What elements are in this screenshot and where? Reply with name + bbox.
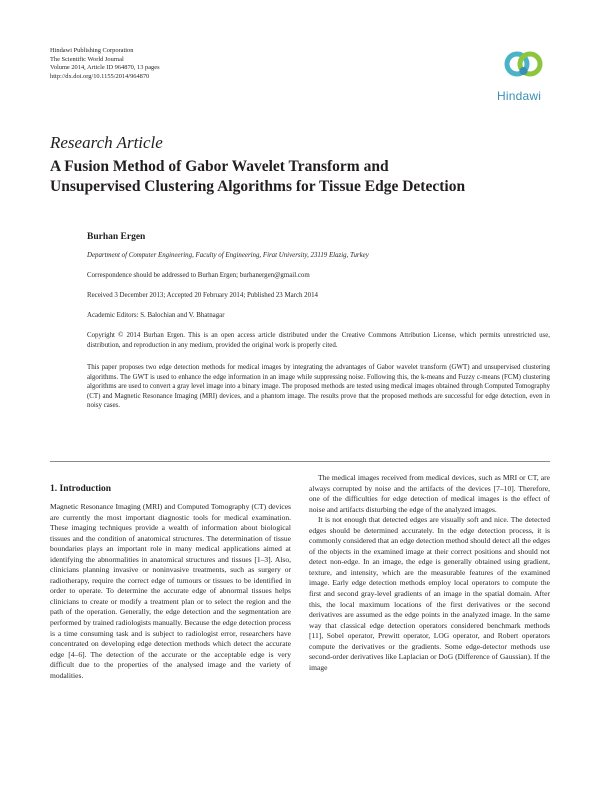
title-line: Unsupervised Clustering Algorithms for Tissue Edge Detection [50, 178, 466, 195]
abstract: This paper proposes two edge detection methods for medical images by integrating the advantages of Gabor wavelet transform (GWT) and unsupervised clustering algorithms. The GWT is used to enhance the edge information in an image while suppressing noise. Following this, the k-means and Fuzzy c-means (FCM) clustering algorithms are used to convert a gray level image into a binary image. The proposed methods are tested using medical images obtained through Computed Tomography (CT) and Magnetic Resonance Imaging (MRI) devices, and a phantom image. The results prove that the proposed methods are successful for edge detection, even in noisy cases. [87, 364, 550, 410]
publisher-name: Hindawi Publishing Corporation [50, 47, 134, 54]
article-type: Research Article [50, 133, 163, 152]
author-name: Burhan Ergen [87, 232, 146, 242]
section-heading: 1. Introduction [50, 484, 112, 494]
copyright-notice: Copyright © 2014 Burhan Ergen. This is an open access article distributed under the Creative Commons Attribution License, which permits unrestricted use, distribution, and reproduction in any medium, provided the original work is properly cited. [87, 332, 550, 349]
journal-name: The Scientific World Journal [50, 55, 124, 63]
section-divider [50, 461, 550, 462]
article-title [50, 157, 550, 197]
paragraph: It is not enough that detected edges are visually soft and nice. The detected edges should be determined accurately. In the edge detection process, it is commonly considered that an edge detection method should detect all the edges of the objects in the examined image at their correct positions and should not detect non-edge. In an image, the edge is generally obtained using gradient, texture, and intensity, which are the measurable features of the examined image. Early edge detection methods employ local operators to compute the first and second gray-level gradients of an image in the spatial domain. After this, the local maximum locations of the first derivatives or the second derivatives are assumed as the edge points in the analyzed image. In the same way that classical edge detection operators considered benchmark methods [11], Sobel operator, Prewitt operator, LOG operator, and Robert operators compute the derivatives or the gradients. Some edge-detector methods use second-order derivatives like Laplacian or DoG (Difference of Gaussian). If the image [309, 515, 550, 672]
title-line: A Fusion Method of Gabor Wavelet Transform and [50, 158, 389, 175]
academic-editors: Academic Editors: S. Balochian and V. Bhatnagar [87, 312, 225, 319]
hindawi-logo-text: Hindawi [497, 89, 542, 103]
left-column [50, 502, 291, 681]
volume-line: Volume 2014, Article ID 964870, 13 pages [50, 64, 160, 72]
doi-link[interactable]: http://dx.doi.org/10.1155/2014/964870 [50, 72, 150, 80]
paragraph: Magnetic Resonance Imaging (MRI) and Computed Tomography (CT) devices are currently the most important diagnostic tools for medical examination. These imaging techniques provide a wealth of information about biological tissues and the condition of anatomical structures. The determination of tissue boundaries plays an important role in many medical applications aimed at identifying the abnormalities in anatomical structures and tissues [1–3]. Also, clinicians planning invasive or noninvasive treatments, such as surgery or radiotherapy, require the correct edge of tumours or tissues to be identified in order to operate. To determine the accurate edge of abnormal tissues helps clinicians to create or modify a treatment plan or to select the region and the path of the operation. Generally, the edge detection and the segmentation are performed by trained radiologists manually. Because the edge detection process is a time consuming task and is subject to radiologist error, researchers have concentrated on developing edge detection methods which detect the accurate edge [4–6]. The detection of the accurate or the acceptable edge is very difficult due to the properties of the analysed image and the variety of modalities. [50, 502, 291, 680]
correspondence: Correspondence should be addressed to Burhan Ergen; burhanergen@gmail.com [87, 272, 310, 279]
paragraph: The medical images received from medical devices, such as MRI or CT, are always corrupted by noise and the artifacts of the devices [7–10]. Therefore, one of the difficulties for edge detection of medical images is the effect of noise and artifacts disturbing the edge of the analyzed images. [309, 473, 550, 514]
author-affiliation: Department of Computer Engineering, Faculty of Engineering, Firat University, 23119 Elazig, Turkey [87, 252, 369, 259]
publication-dates: Received 3 December 2013; Accepted 20 February 2014; Published 23 March 2014 [87, 292, 318, 299]
right-column [309, 473, 550, 673]
journal-header [50, 47, 160, 81]
